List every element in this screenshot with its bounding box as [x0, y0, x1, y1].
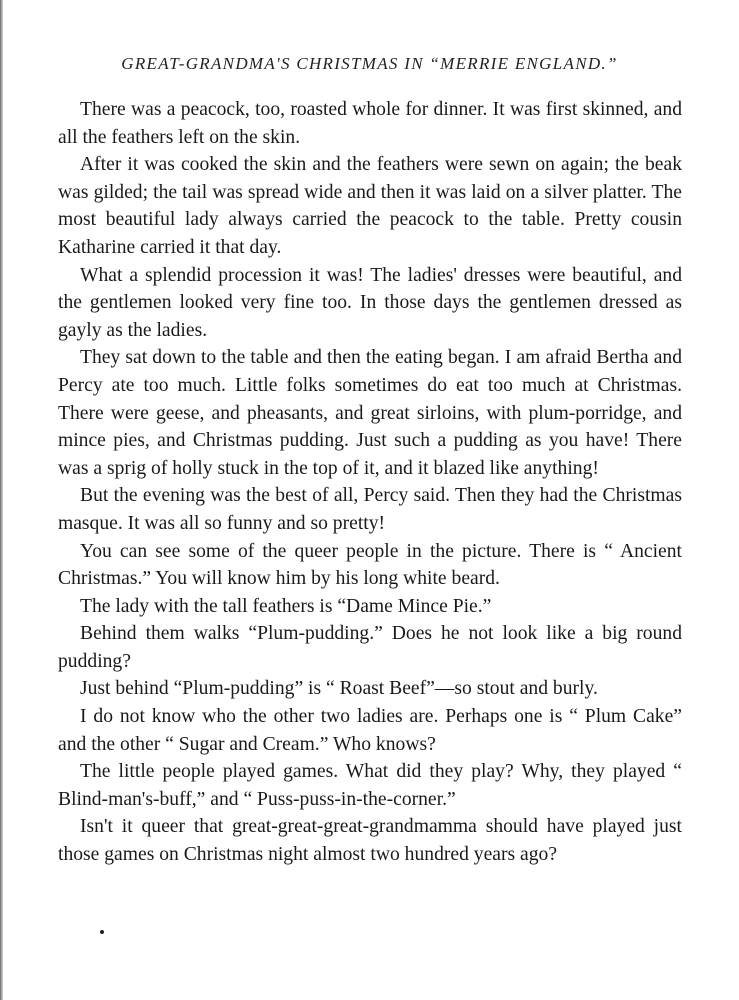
page-spine-edge — [0, 0, 3, 1000]
paragraph: I do not know who the other two ladies are. Perhaps one is “ Plum Cake” and the other “ Sugar and Cream.” Who knows? — [58, 706, 682, 755]
running-header: GREAT-GRANDMA'S CHRISTMAS IN “MERRIE ENGLAND.” — [121, 54, 618, 73]
paragraph: But the evening was the best of all, Percy said. Then they had the Christmas masque. It was all so funny and so pretty! — [58, 485, 682, 534]
body-text — [58, 96, 682, 869]
paragraph: They sat down to the table and then the eating began. I am afraid Bertha and Percy ate too much. Little folks sometimes do eat too much at Christmas. There were geese, and pheasants, and great sirloins, with plum-porridge, and mince pies, and Christmas pudding. Just such a pudding as you have! There was a sprig of holly stuck in the top of it, and it blazed like anything! — [58, 347, 682, 479]
paragraph: After it was cooked the skin and the feathers were sewn on again; the beak was gilded; the tail was spread wide and then it was laid on a silver platter. The most beautiful lady always carried the peacock to the table. Pretty cousin Katharine carried it that day. — [58, 154, 682, 258]
paragraph: Just behind “Plum-pudding” is “ Roast Beef”—so stout and burly. — [80, 678, 598, 700]
paragraph: There was a peacock, too, roasted whole for dinner. It was first skinned, and all the feathers left on the skin. — [58, 99, 682, 148]
print-mark-dot — [100, 930, 104, 934]
paragraph: Behind them walks “Plum-pudding.” Does he not look like a big round pudding? — [58, 623, 682, 672]
paragraph: The lady with the tall feathers is “Dame Mince Pie.” — [80, 595, 492, 617]
paragraph: Isn't it queer that great-great-great-grandmamma should have played just those games on Christmas night almost two hundred years ago? — [58, 816, 682, 866]
paragraph: What a splendid procession it was! The ladies' dresses were beautiful, and the gentlemen looked very fine too. In those days the gentlemen dressed as gayly as the ladies. — [58, 264, 682, 341]
paragraph: You can see some of the queer people in the picture. There is “ Ancient Christmas.” You will know him by his long white beard. — [58, 540, 682, 590]
paragraph: The little people played games. What did they play? Why, they played “ Blind-man's-buff,” and “ Puss-puss-in-the-corner.” — [58, 761, 682, 810]
